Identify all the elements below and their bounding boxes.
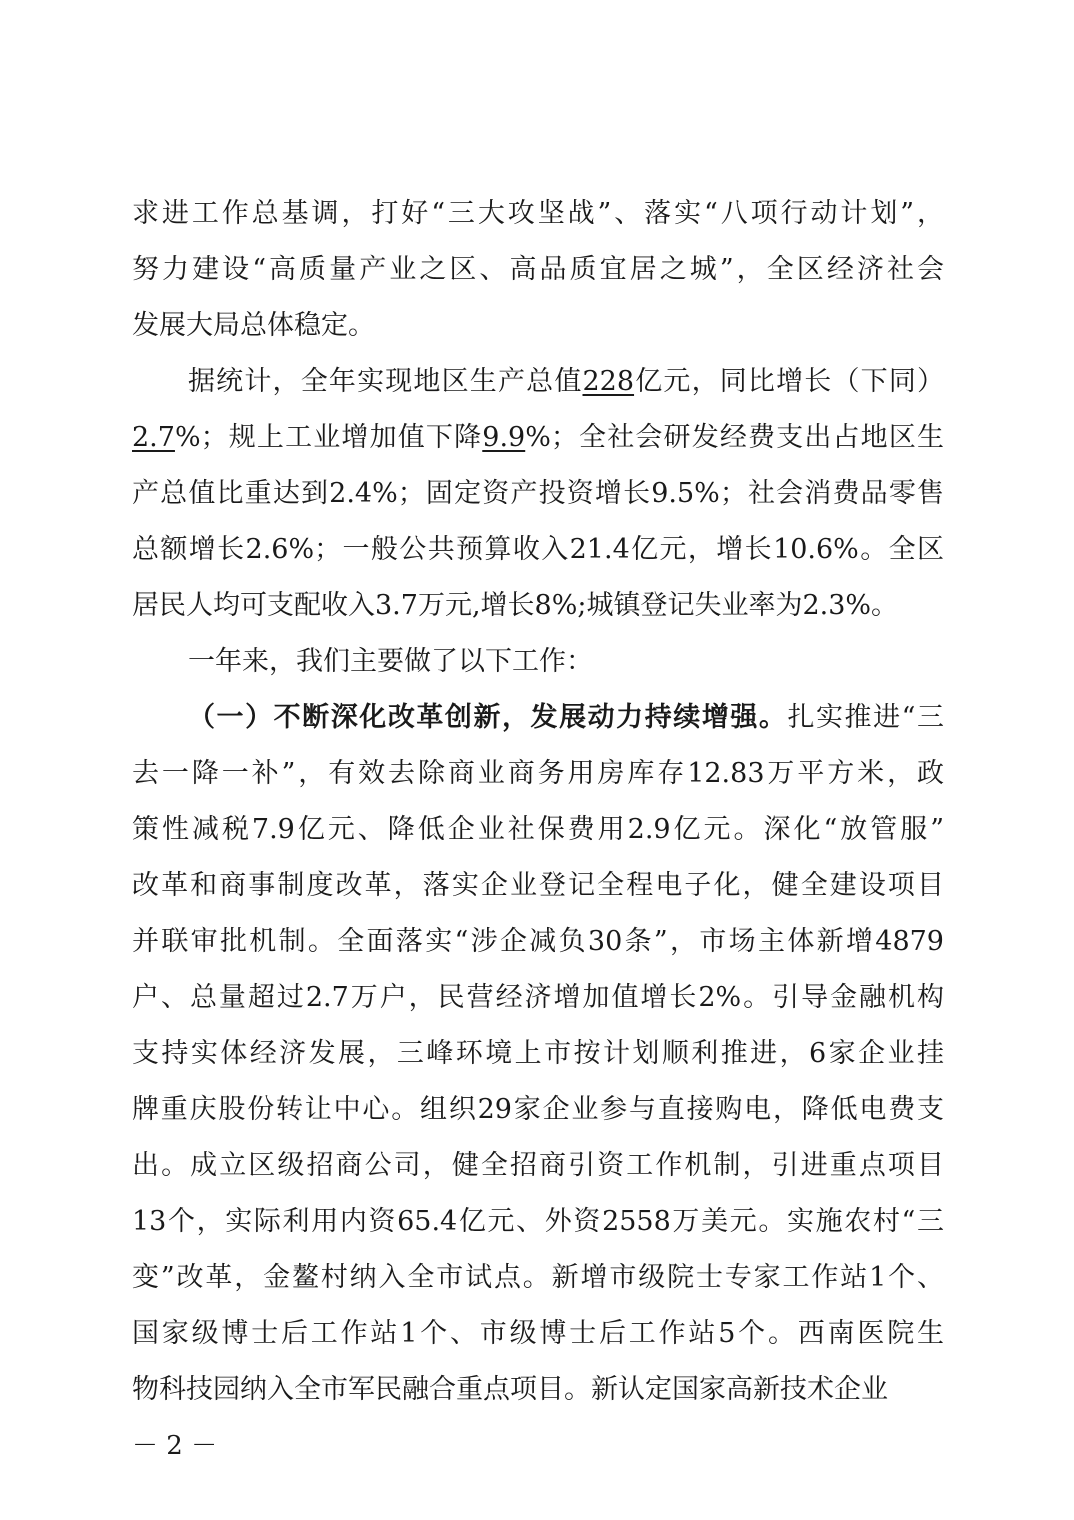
text-segment: 据统计，全年实现地区生产总值: [188, 366, 583, 397]
text-line: [132, 858, 944, 914]
text-segment: 产总值比重达到2.4%；固定资产投资增长9.5%；社会消费品零售: [132, 478, 944, 509]
text-segment: 发展大局总体稳定。: [132, 310, 375, 341]
text-segment: 变”改革，金鳌村纳入全市试点。新增市级院士专家工作站1个、: [132, 1262, 944, 1293]
text-segment: 改革和商事制度改革，落实企业登记全程电子化，健全建设项目: [132, 870, 944, 901]
text-line: [132, 1026, 944, 1082]
text-line: [132, 634, 944, 690]
underlined-figure: 2.7: [132, 422, 175, 453]
page-number: － 2 －: [132, 1431, 218, 1461]
text-segment: 努力建设“高质量产业之区、高品质宜居之城”，全区经济社会: [132, 254, 944, 285]
text-segment: 策性减税7.9亿元、降低企业社保费用2.9亿元。深化“放管服”: [132, 814, 944, 845]
text-segment: %；规上工业增加值下降: [174, 422, 483, 453]
text-line: [132, 186, 944, 242]
text-line: [132, 242, 944, 298]
paragraph: [132, 354, 944, 634]
text-segment: 支持实体经济发展，三峰环境上市按计划顺利推进，6家企业挂: [132, 1038, 944, 1069]
text-segment: 总额增长2.6%；一般公共预算收入21.4亿元，增长10.6%。全区: [132, 534, 944, 565]
text-line: [132, 1082, 944, 1138]
text-segment: 居民人均可支配收入3.7万元,增长8%;城镇登记失业率为2.3%。: [132, 590, 899, 621]
text-line: [132, 354, 944, 410]
text-line: [132, 1250, 944, 1306]
text-segment: 扎实推进“三: [787, 702, 945, 733]
text-line: [132, 690, 944, 746]
body-text: [132, 186, 944, 1418]
text-line: [132, 1306, 944, 1362]
text-line: [132, 1138, 944, 1194]
text-segment: 求进工作总基调，打好“三大攻坚战”、落实“八项行动计划”，: [132, 198, 944, 229]
text-line: [132, 522, 944, 578]
text-line: [132, 746, 944, 802]
text-line: [132, 1362, 944, 1418]
underlined-figure: 228: [582, 366, 635, 397]
text-segment: 亿元，同比增长（下同）: [634, 366, 945, 397]
text-segment: 牌重庆股份转让中心。组织29家企业参与直接购电，降低电费支: [132, 1094, 944, 1125]
text-line: [132, 578, 944, 634]
paragraph: [132, 634, 944, 690]
text-segment: 一年来，我们主要做了以下工作：: [188, 646, 593, 677]
text-line: [132, 802, 944, 858]
text-line: [132, 970, 944, 1026]
text-line: [132, 466, 944, 522]
text-segment: 并联审批机制。全面落实“涉企减负30条”，市场主体新增4879: [132, 926, 944, 957]
paragraph: [132, 690, 944, 1418]
text-line: [132, 410, 944, 466]
paragraph: [132, 186, 944, 354]
text-line: [132, 1194, 944, 1250]
text-segment: 13个，实际利用内资65.4亿元、外资2558万美元。实施农村“三: [132, 1206, 944, 1237]
section-heading: （一）不断深化改革创新，发展动力持续增强。: [188, 702, 788, 733]
text-segment: 物科技园纳入全市军民融合重点项目。新认定国家高新技术企业: [132, 1374, 888, 1405]
text-segment: 出。成立区级招商公司，健全招商引资工作机制，引进重点项目: [132, 1150, 944, 1181]
text-line: [132, 914, 944, 970]
text-segment: %；全社会研发经费支出占地区生: [525, 422, 945, 453]
text-segment: 户、总量超过2.7万户，民营经济增加值增长2%。引导金融机构: [132, 982, 944, 1013]
underlined-figure: 9.9: [482, 422, 526, 453]
text-line: [132, 298, 944, 354]
text-segment: 去一降一补”，有效去除商业商务用房库存12.83万平方米，政: [132, 758, 944, 789]
text-segment: 国家级博士后工作站1个、市级博士后工作站5个。西南医院生: [132, 1318, 944, 1349]
